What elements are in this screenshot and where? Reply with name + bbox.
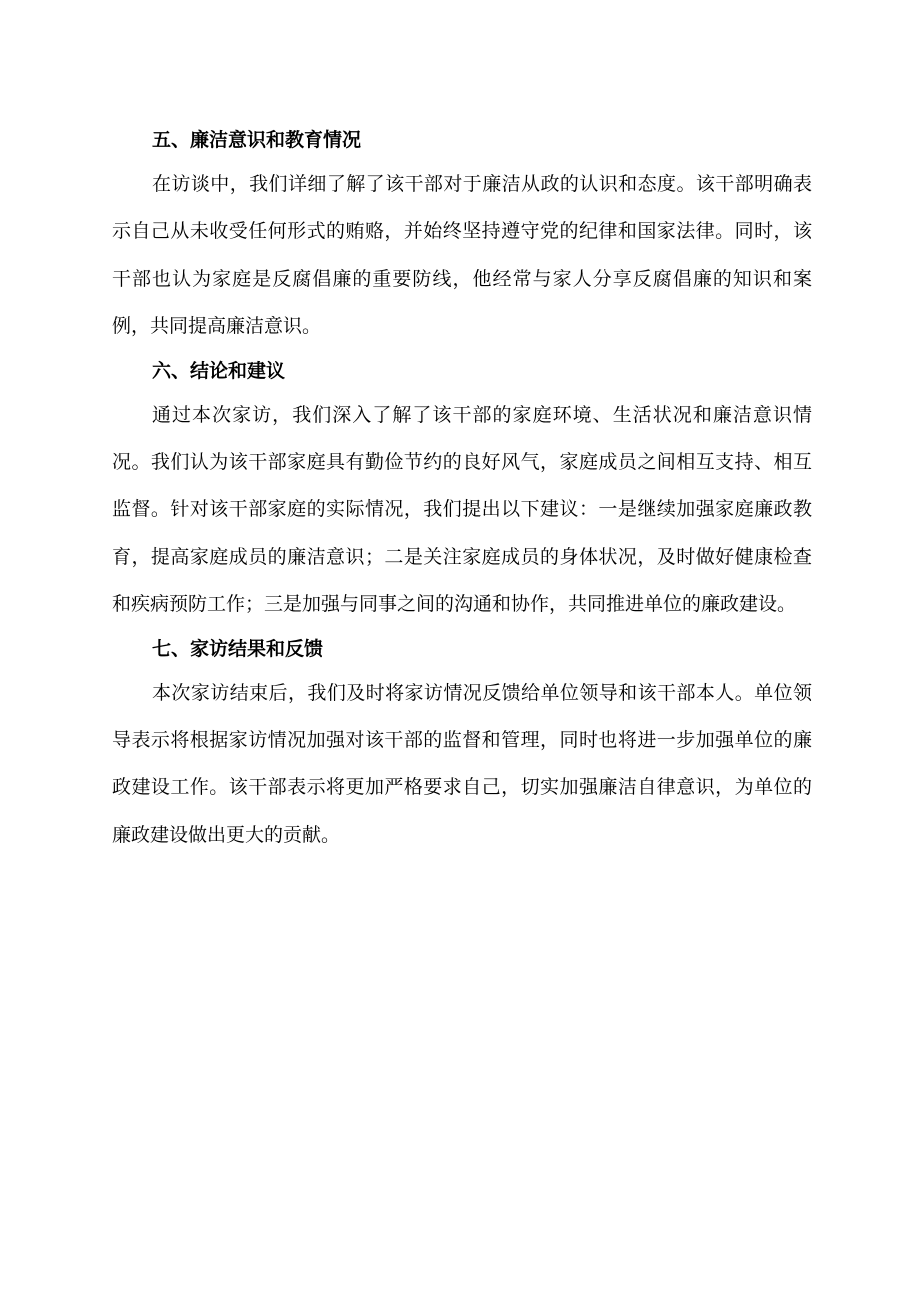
section-body-integrity-awareness: 在访谈中，我们详细了解了该干部对于廉洁从政的认识和态度。该干部明确表示自己从未收受任何形式的贿赂，并始终坚持遵守党的纪律和国家法律。同时，该干部也认为家庭是反腐倡廉的重要防线，他经常与家人分享反腐倡廉的知识和案例，共同提高廉洁意识。 <box>112 173 812 338</box>
section-heading-visit-results: 七、家访结果和反馈 <box>152 637 324 660</box>
document-content <box>112 120 812 859</box>
section-heading-conclusions: 六、结论和建议 <box>152 359 286 382</box>
section-body-visit-results: 本次家访结束后，我们及时将家访情况反馈给单位领导和该干部本人。单位领导表示将根据家访情况加强对该干部的监督和管理，同时也将进一步加强单位的廉政建设工作。该干部表示将更加严格要求自己，切实加强廉洁自律意识，为单位的廉政建设做出更大的贡献。 <box>112 681 812 846</box>
section-heading-integrity-awareness: 五、廉洁意识和教育情况 <box>152 129 362 151</box>
section-body-conclusions: 通过本次家访，我们深入了解了该干部的家庭环境、生活状况和廉洁意识情况。我们认为该干部家庭具有勤俭节约的良好风气，家庭成员之间相互支持、相互监督。针对该干部家庭的实际情况，我们提出以下建议：一是继续加强家庭廉政教育，提高家庭成员的廉洁意识；二是关注家庭成员的身体状况，及时做好健康检查和疾病预防工作；三是加强与同事之间的沟通和协作，共同推进单位的廉政建设。 <box>112 403 812 616</box>
